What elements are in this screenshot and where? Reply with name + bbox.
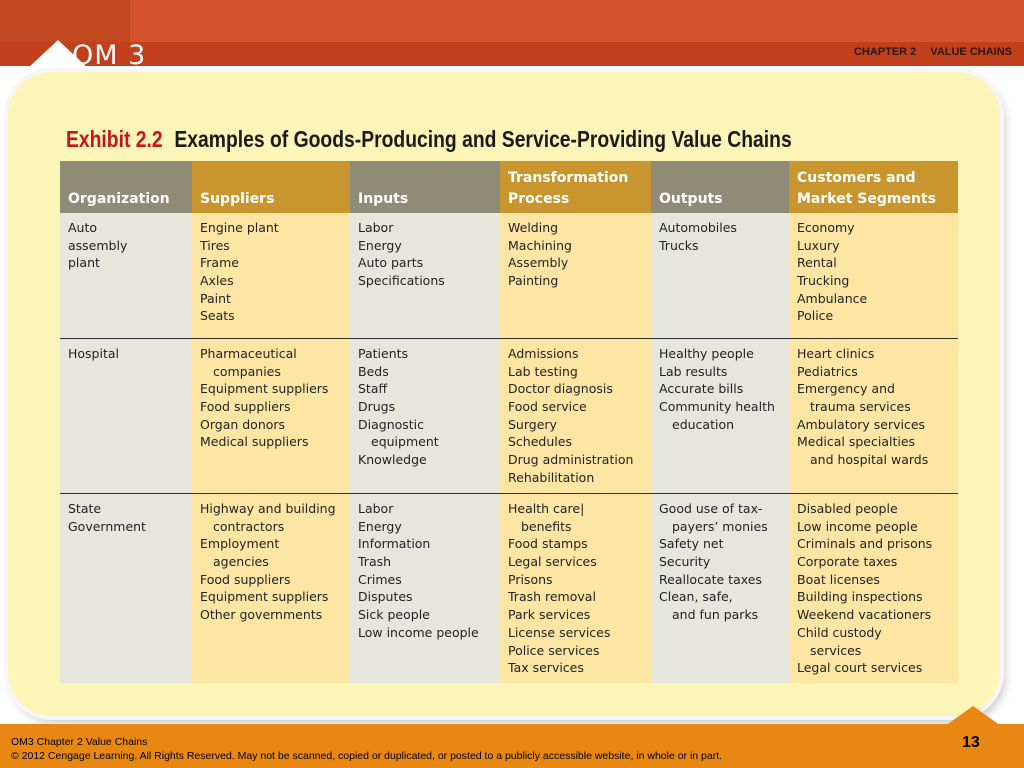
value-chain-table bbox=[60, 161, 958, 683]
column-header-label: Transformation Process bbox=[508, 170, 629, 207]
cell-line: Criminals and prisons bbox=[797, 536, 933, 552]
table-cell bbox=[659, 219, 787, 254]
cell-line: Trucking bbox=[797, 273, 850, 289]
cell-line: Diagnostic bbox=[358, 416, 425, 432]
cell-line: Medical specialties bbox=[797, 434, 916, 450]
table-cell bbox=[358, 345, 498, 469]
cell-line: trauma services bbox=[810, 399, 911, 415]
row-divider bbox=[60, 493, 958, 494]
exhibit-caption: Examples of Goods-Producing and Service-Providing Value Chains bbox=[174, 126, 792, 152]
cell-line: Child custody bbox=[797, 624, 882, 640]
cell-line: and fun parks bbox=[672, 607, 759, 623]
cell-line: Healthy people bbox=[659, 346, 754, 361]
column-header bbox=[500, 161, 651, 213]
column-inputs bbox=[350, 161, 500, 683]
cell-line: State bbox=[68, 501, 102, 516]
cell-line: Pediatrics bbox=[797, 363, 858, 379]
chapter-heading bbox=[854, 46, 1012, 58]
cell-line: Assembly bbox=[508, 255, 569, 271]
cell-line: Food stamps bbox=[508, 536, 588, 552]
cell-line: Food suppliers bbox=[200, 571, 291, 587]
cell-line: Automobiles bbox=[659, 220, 737, 235]
column-header-label: Customers and Market Segments bbox=[797, 170, 936, 207]
cell-line: Painting bbox=[508, 273, 559, 289]
column-header bbox=[651, 161, 789, 213]
cell-line: Security bbox=[659, 554, 711, 570]
cell-line: Schedules bbox=[508, 434, 572, 450]
cell-line: Patients bbox=[358, 346, 409, 361]
cell-line: contractors bbox=[213, 518, 285, 534]
cell-line: Drugs bbox=[358, 399, 396, 415]
table-cell bbox=[68, 219, 190, 272]
cell-line: Seats bbox=[200, 308, 235, 324]
table-cell bbox=[659, 500, 787, 624]
cell-line: Equipment suppliers bbox=[200, 381, 329, 397]
cell-line: Low income people bbox=[797, 518, 918, 534]
cell-line: Rehabilitation bbox=[508, 469, 595, 485]
cell-line: Disabled people bbox=[797, 501, 898, 516]
cell-line: Accurate bills bbox=[659, 381, 744, 397]
cell-line: Rental bbox=[797, 255, 837, 271]
cell-line: Labor bbox=[358, 220, 394, 235]
cell-line: Auto parts bbox=[358, 255, 424, 271]
table-cell bbox=[508, 500, 649, 677]
column-customers bbox=[789, 161, 958, 683]
page-number-tab-icon bbox=[945, 706, 1001, 726]
cell-line: Safety net bbox=[659, 536, 724, 552]
cell-line: Admissions bbox=[508, 346, 579, 361]
chapter-label: CHAPTER 2 bbox=[853, 46, 917, 58]
cell-line: Economy bbox=[797, 220, 855, 235]
cell-line: Government bbox=[68, 518, 146, 534]
cell-line: Beds bbox=[358, 363, 389, 379]
cell-line: Information bbox=[358, 536, 431, 552]
cell-line: Legal court services bbox=[797, 660, 923, 676]
column-header-label: Organization bbox=[68, 191, 170, 207]
table-cell bbox=[358, 219, 498, 290]
cell-line: Emergency and bbox=[797, 381, 895, 397]
column-header-label: Suppliers bbox=[200, 191, 275, 207]
row-divider bbox=[60, 338, 958, 339]
cell-line: Energy bbox=[358, 237, 402, 253]
table-cell bbox=[68, 500, 190, 535]
column-header bbox=[192, 161, 350, 213]
footer-bar bbox=[0, 724, 1024, 768]
cell-line: Luxury bbox=[797, 237, 840, 253]
footer-copyright: © 2012 Cengage Learning. All Rights Reserved. May not be scanned, copied or duplicated, or posted to a publicly accessible website, in whole or in part. bbox=[11, 750, 723, 762]
cell-line: Knowledge bbox=[358, 452, 427, 468]
cell-line: Paint bbox=[200, 290, 231, 306]
table-cell bbox=[68, 345, 190, 363]
cell-line: agencies bbox=[213, 554, 269, 570]
cell-line: Staff bbox=[358, 381, 388, 397]
cell-line: Surgery bbox=[508, 416, 557, 432]
cell-line: Hospital bbox=[68, 346, 120, 361]
cell-line: Park services bbox=[508, 607, 591, 623]
cell-line: Welding bbox=[508, 220, 559, 235]
cell-line: Weekend vacationers bbox=[797, 607, 932, 623]
cell-line: Good use of tax- bbox=[659, 501, 763, 516]
cell-line: Disputes bbox=[358, 589, 413, 605]
column-outputs bbox=[651, 161, 789, 683]
cell-line: Engine plant bbox=[200, 220, 279, 235]
cell-line: companies bbox=[213, 363, 281, 379]
header-bar-accent bbox=[130, 0, 1024, 42]
cell-line: Trash bbox=[358, 554, 392, 570]
table-cell bbox=[659, 345, 787, 433]
table-cell bbox=[358, 500, 498, 642]
cell-line: benefits bbox=[521, 518, 572, 534]
column-suppliers bbox=[192, 161, 350, 683]
cell-line: Tax services bbox=[508, 660, 584, 676]
cell-line: Trash removal bbox=[508, 589, 596, 605]
cell-line: Legal services bbox=[508, 554, 597, 570]
cell-line: Other governments bbox=[200, 607, 323, 623]
cell-line: Prisons bbox=[508, 571, 553, 587]
table-cell bbox=[797, 345, 956, 469]
logo: OM 3 bbox=[72, 40, 147, 71]
cell-line: assembly bbox=[68, 237, 128, 253]
table-cell bbox=[200, 500, 348, 624]
cell-line: Corporate taxes bbox=[797, 554, 898, 570]
cell-line: Boat licenses bbox=[797, 571, 880, 587]
cell-line: Health care| bbox=[508, 501, 585, 516]
cell-line: Machining bbox=[508, 237, 572, 253]
cell-line: Police services bbox=[508, 642, 600, 658]
cell-line: Pharmaceutical bbox=[200, 346, 297, 361]
cell-line: Trucks bbox=[659, 237, 699, 253]
cell-line: Heart clinics bbox=[797, 346, 875, 361]
cell-line: Tires bbox=[200, 237, 230, 253]
cell-line: Ambulatory services bbox=[797, 416, 926, 432]
cell-line: Highway and building bbox=[200, 501, 336, 516]
column-header-label: Outputs bbox=[659, 191, 723, 207]
cell-line: payers’ monies bbox=[672, 518, 768, 534]
table-cell bbox=[508, 219, 649, 290]
cell-line: Building inspections bbox=[797, 589, 923, 605]
cell-line: Labor bbox=[358, 501, 394, 516]
cell-line: Ambulance bbox=[797, 290, 868, 306]
cell-line: Police bbox=[797, 308, 834, 324]
cell-line: Food service bbox=[508, 399, 587, 415]
cell-line: Doctor diagnosis bbox=[508, 381, 613, 397]
cell-line: Reallocate taxes bbox=[659, 571, 762, 587]
cell-line: Lab results bbox=[659, 363, 728, 379]
cell-line: services bbox=[810, 642, 862, 658]
cell-line: plant bbox=[68, 255, 100, 271]
exhibit-title bbox=[66, 126, 792, 153]
column-header bbox=[789, 161, 958, 213]
column-header bbox=[350, 161, 500, 213]
cell-line: Frame bbox=[200, 255, 239, 271]
cell-line: Low income people bbox=[358, 624, 479, 640]
cell-line: Clean, safe, bbox=[659, 589, 733, 605]
cell-line: equipment bbox=[371, 434, 439, 450]
cell-line: Axles bbox=[200, 273, 234, 289]
cell-line: education bbox=[672, 416, 735, 432]
column-header-label: Inputs bbox=[358, 191, 409, 207]
table-cell bbox=[797, 219, 956, 325]
cell-line: and hospital wards bbox=[810, 452, 929, 468]
table-cell bbox=[797, 500, 956, 677]
column-organization bbox=[60, 161, 192, 683]
cell-line: Specifications bbox=[358, 273, 445, 289]
column-header bbox=[60, 161, 192, 213]
footer-course: OM3 Chapter 2 Value Chains bbox=[11, 736, 148, 748]
exhibit-number: Exhibit 2.2 bbox=[66, 126, 163, 152]
table-cell bbox=[200, 345, 348, 451]
column-process bbox=[500, 161, 651, 683]
cell-line: Auto bbox=[68, 220, 98, 235]
cell-line: Organ donors bbox=[200, 416, 286, 432]
cell-line: Employment bbox=[200, 536, 280, 552]
cell-line: Equipment suppliers bbox=[200, 589, 329, 605]
chapter-title: VALUE CHAINS bbox=[930, 46, 1012, 58]
cell-line: Crimes bbox=[358, 571, 402, 587]
cell-line: Energy bbox=[358, 518, 402, 534]
cell-line: Food suppliers bbox=[200, 399, 291, 415]
cell-line: Medical suppliers bbox=[200, 434, 309, 450]
table-cell bbox=[508, 345, 649, 487]
cell-line: Lab testing bbox=[508, 363, 578, 379]
table-cell bbox=[200, 219, 348, 325]
cell-line: Community health bbox=[659, 399, 775, 415]
cell-line: License services bbox=[508, 624, 611, 640]
cell-line: Sick people bbox=[358, 607, 430, 623]
page-number: 13 bbox=[962, 734, 980, 751]
cell-line: Drug administration bbox=[508, 452, 634, 468]
